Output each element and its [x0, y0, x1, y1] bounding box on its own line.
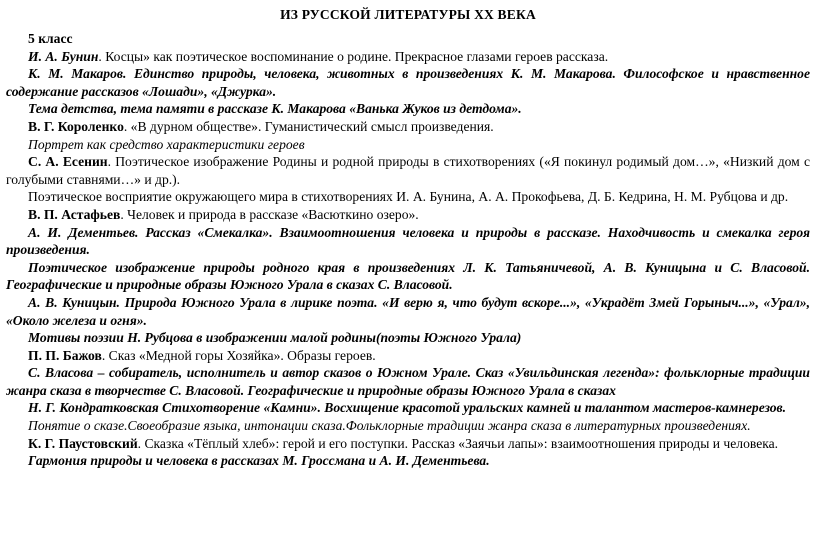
- item-text: . Косцы» как поэтическое воспоминание о родине. Прекрасное глазами героев рассказа.: [98, 48, 609, 64]
- item-text: . Поэтическое изображение Родины и родной природы в стихотворениях («Я покинул родимый дом…», «Низкий дом с голубыми ставнями…» и др.).: [6, 154, 810, 187]
- author-name: П. П. Бажов: [28, 347, 102, 363]
- item-esenin: [6, 153, 810, 188]
- author-name: С. А. Есенин: [28, 154, 108, 170]
- item-text: . Сказ «Медной горы Хозяйка». Образы героев.: [101, 347, 376, 363]
- author-name: В. П. Астафьев: [28, 206, 121, 222]
- author-name: К. Г. Паустовский: [28, 435, 138, 451]
- item-makarov-childhood: Тема детства, тема памяти в рассказе К. Макарова «Ванька Жуков из детдома».: [28, 101, 522, 117]
- item-kondratkovskaya: Н. Г. Кондратковская Стихотворение «Камни». Восхищение красотой уральских камней и талантом мастеров-камнерезов.: [28, 400, 786, 416]
- document-title: ИЗ РУССКОЙ ЛИТЕРАТУРЫ XX ВЕКА: [280, 7, 536, 22]
- item-makarov: К. М. Макаров. Единство природы, человека, животных в произведениях К. М. Макарова. Философское и нравственное содержание рассказов «Лошади», «Джурка».: [6, 66, 810, 99]
- item-dementiev: А. И. Дементьев. Рассказ «Смекалка». Взаимоотношения человека и природы в рассказе. Находчивость и смекалка героя произведения.: [6, 224, 810, 258]
- grade-heading: 5 класс: [28, 31, 73, 46]
- item-portrait: Портрет как средство характеристики героев: [28, 136, 305, 152]
- item-text: . Сказка «Тёплый хлеб»: герой и его поступки. Рассказ «Заячьи лапы»: взаимоотношения природы и человека.: [137, 435, 779, 451]
- item-korolenko: [6, 118, 810, 136]
- item-vlasova: С. Власова – собиратель, исполнитель и автор сказов о Южном Урале. Сказ «Увильдинская легенда»: фольклорные традиции жанра сказа в творчестве С. Власовой. Географические и природные образы Южного Урала в сказах: [6, 365, 810, 398]
- item-kunitsyn: А. В. Куницын. Природа Южного Урала в лирике поэта. «И верю я, что будут вскоре...», «Украдёт Змей Горыныч...», «Урал», «Около железа и огня».: [6, 294, 810, 328]
- item-text: . «В дурном обществе». Гуманистический смысл произведения.: [123, 118, 494, 134]
- item-rubtsov: Мотивы поэзии Н. Рубцова в изображении малой родины(поэты Южного Урала): [28, 330, 522, 346]
- item-text: . Человек и природа в рассказе «Васюткино озеро».: [120, 206, 419, 222]
- item-native-nature: Поэтическое изображение природы родного края в произведениях Л. К. Татьяничевой, А. В. Куницына и С. Власовой. Географические и природные образы Южного Урала в сказах С. Власовой.: [6, 259, 810, 293]
- item-harmony: Гармония природы и человека в рассказах М. Гроссмана и А. И. Дементьева.: [28, 453, 490, 469]
- item-skaz-concept: Понятие о сказе.Своеобразие языка, интонации сказа.Фольклорные традиции жанра сказа в литературных произведениях.: [28, 418, 751, 434]
- author-name: В. Г. Короленко: [28, 118, 124, 134]
- item-poetic-perception: Поэтическое восприятие окружающего мира в стихотворениях И. А. Бунина, А. А. Прокофьева, Д. Б. Кедрина, Н. М. Рубцова и др.: [28, 189, 789, 205]
- item-bazhov: [6, 347, 810, 365]
- item-paustovsky: [6, 435, 810, 453]
- item-astafiev: [6, 206, 810, 224]
- author-name: И. А. Бунин: [28, 48, 99, 64]
- item-bunin: [6, 48, 810, 66]
